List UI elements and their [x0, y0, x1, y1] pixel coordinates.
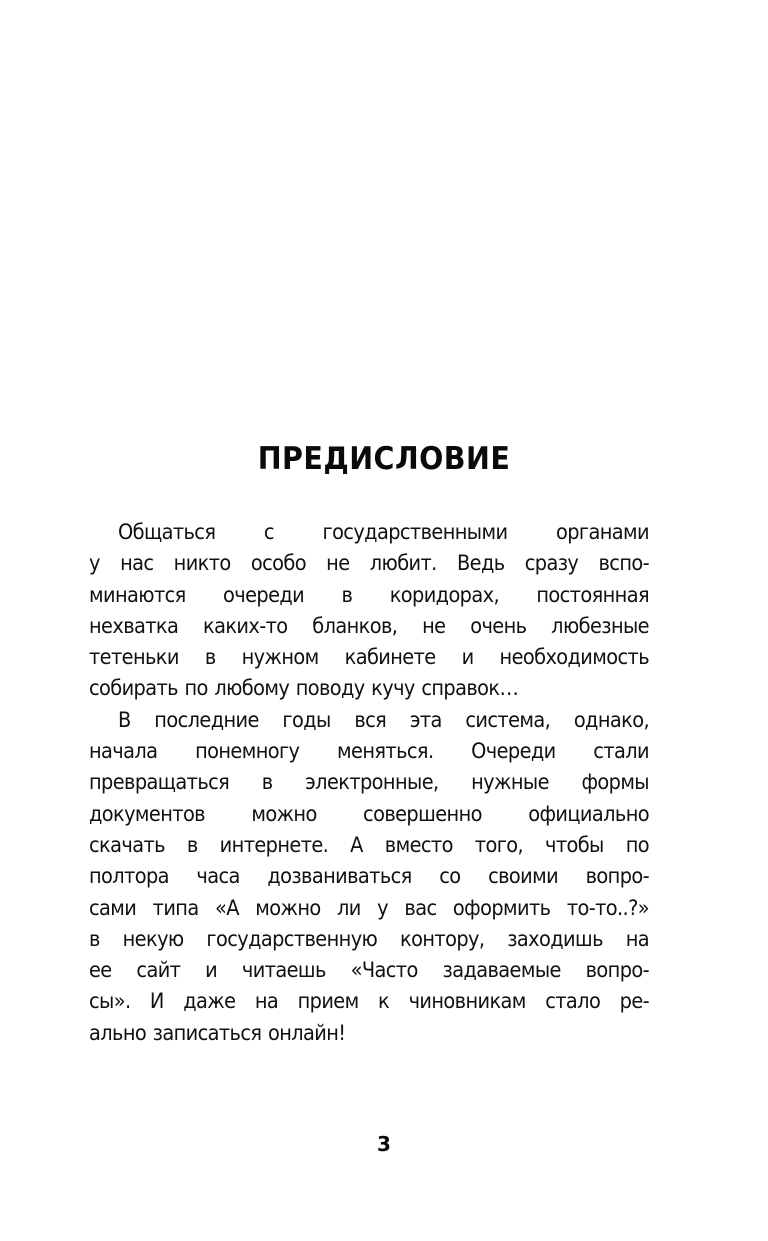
text-line: нехватка каких-то бланков, не очень любезные: [89, 613, 649, 639]
text-line: скачать в интернете. А вместо того, чтобы по: [89, 832, 649, 858]
text-line: Общаться с государственными органами: [118, 520, 649, 545]
text-line: ально записаться онлайн!: [89, 1020, 346, 1046]
text-line: в некую государственную контору, заходишь на: [89, 926, 649, 952]
text-line: сами типа «А можно ли у вас оформить то-то..?»: [89, 895, 649, 921]
text-line: документов можно совершенно официально: [89, 801, 649, 827]
text-line: полтора часа дозваниваться со своими вопро-: [89, 864, 649, 890]
text-line: собирать по любому поводу кучу справок…: [89, 676, 519, 702]
text-line: у нас никто особо не любит. Ведь сразу вспо-: [89, 551, 649, 577]
page-number: 3: [377, 1132, 391, 1156]
text-line: тетеньки в нужном кабинете и необходимость: [89, 645, 649, 671]
text-line: превращаться в электронные, нужные формы: [89, 770, 649, 796]
text-line: сы». И даже на прием к чиновникам стало ре-: [89, 989, 649, 1015]
text-line: В последние годы вся эта система, однако,: [118, 707, 649, 733]
text-line: начала понемногу меняться. Очереди стали: [89, 739, 649, 765]
text-line: минаются очереди в коридорах, постоянная: [89, 582, 649, 608]
body-text: [89, 517, 649, 1049]
text-line: ее сайт и читаешь «Часто задаваемые вопро-: [89, 958, 649, 984]
page-title: ПРЕДИСЛОВИЕ: [257, 440, 511, 477]
